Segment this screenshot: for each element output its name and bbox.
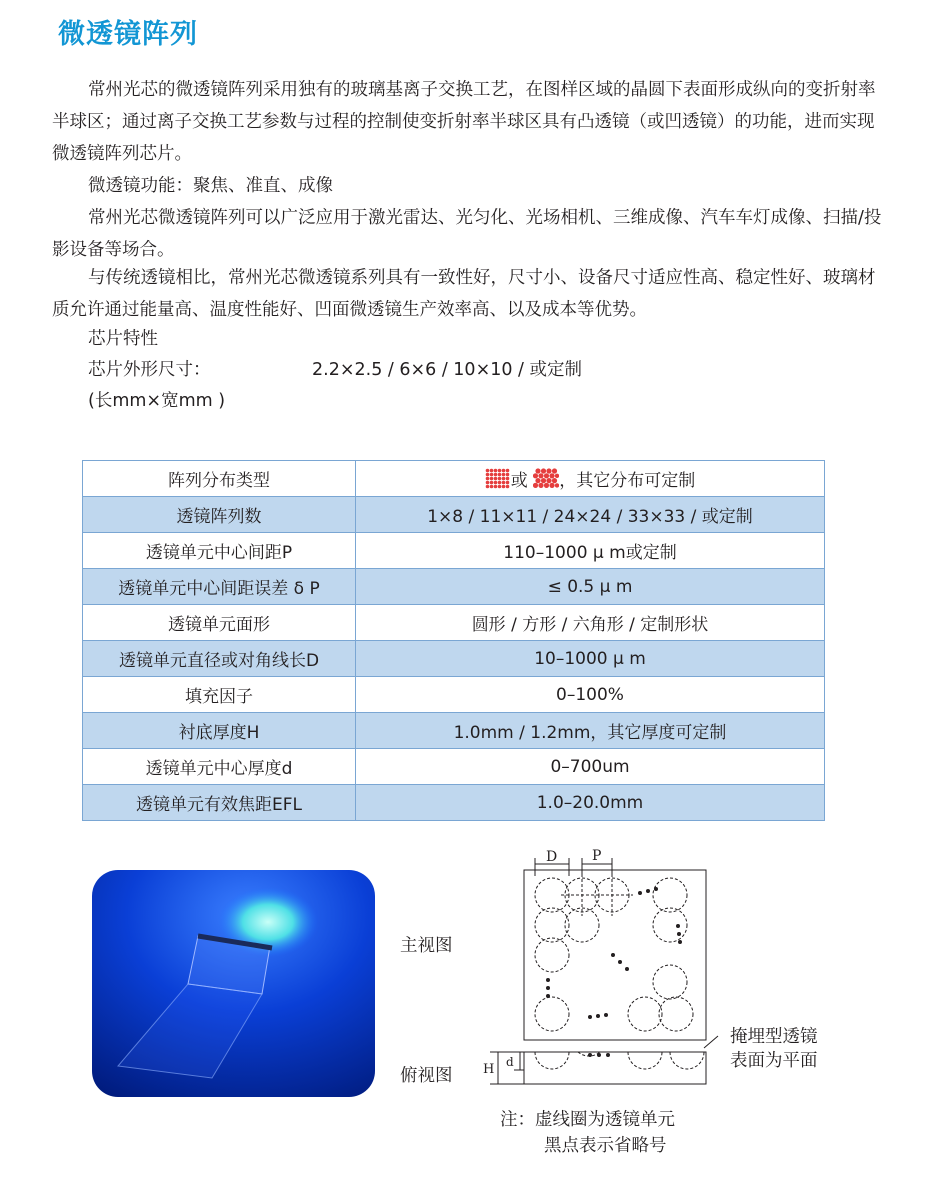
chip-size-value: 2.2×2.5 / 6×6 / 10×10 / 或定制	[312, 360, 583, 380]
dimension-P-label: P	[592, 848, 602, 864]
table-row	[83, 749, 825, 785]
table-row	[83, 641, 825, 677]
row-key: 透镜单元中心间距误差 δ P	[83, 569, 356, 605]
embedded-lens-label-2: 表面为平面	[730, 1051, 818, 1071]
row-value: 110–1000 μ m或定制	[356, 533, 825, 569]
row-value: 0–100%	[356, 677, 825, 713]
table-row	[83, 605, 825, 641]
square-array-icon	[485, 468, 511, 490]
table-row	[83, 497, 825, 533]
function-paragraph: 微透镜功能：聚焦、准直、成像	[88, 176, 333, 196]
dimension-d-label: d	[506, 1055, 514, 1069]
row-key: 填充因子	[83, 677, 356, 713]
note-line-2: 黑点表示省略号	[544, 1136, 667, 1156]
row-key: 衬底厚度H	[83, 713, 356, 749]
row-key: 透镜单元面形	[83, 605, 356, 641]
dimension-H-label: H	[483, 1062, 495, 1077]
embedded-lens-label-1: 掩埋型透镜	[730, 1027, 818, 1047]
lens-array-schematic	[480, 840, 730, 1090]
table-row	[83, 677, 825, 713]
row-value	[356, 461, 825, 497]
chip-unit-note: (长mm×宽mm )	[88, 391, 226, 411]
product-photo	[92, 870, 375, 1097]
table-row	[83, 713, 825, 749]
front-view-label: 主视图	[400, 936, 453, 956]
row-value: 10–1000 μ m	[356, 641, 825, 677]
table-row	[83, 533, 825, 569]
top-view-label: 俯视图	[400, 1066, 453, 1086]
hex-array-icon	[533, 468, 559, 490]
row-key: 透镜单元中心间距P	[83, 533, 356, 569]
or-text: 或	[510, 471, 528, 491]
dimension-D-label: D	[546, 849, 558, 865]
chip-size-label: 芯片外形尺寸：	[88, 360, 211, 380]
advantage-paragraph: 与传统透镜相比，常州光芯微透镜系列具有一致性好，尺寸小、设备尺寸适应性高、稳定性好、玻璃材质允许通过能量高、温度性能好、凹面微透镜生产效率高、以及成本等优势。	[52, 268, 876, 320]
row-key: 透镜单元有效焦距EFL	[83, 785, 356, 821]
page-title: 微透镜阵列	[58, 19, 198, 50]
row-key: 透镜单元中心厚度d	[83, 749, 356, 785]
row-key: 阵列分布类型	[83, 461, 356, 497]
table-row	[83, 569, 825, 605]
row-key: 透镜单元直径或对角线长D	[83, 641, 356, 677]
note-line-1: 注：虚线圈为透镜单元	[500, 1110, 675, 1130]
row-value: 0–700um	[356, 749, 825, 785]
chip-heading: 芯片特性	[88, 329, 158, 349]
application-paragraph: 常州光芯微透镜阵列可以广泛应用于激光雷达、光匀化、光场相机、三维成像、汽车车灯成像、扫描/投影设备等场合。	[52, 208, 882, 260]
table-row	[83, 785, 825, 821]
row-value: 1.0mm / 1.2mm，其它厚度可定制	[356, 713, 825, 749]
row-value: 1×8 / 11×11 / 24×24 / 33×33 / 或定制	[356, 497, 825, 533]
intro-paragraph: 常州光芯的微透镜阵列采用独有的玻璃基离子交换工艺，在图样区域的晶圆下表面形成纵向的变折射率半球区；通过离子交换工艺参数与过程的控制使变折射率半球区具有凸透镜（或凹透镜）的功能，进而实现微透镜阵列芯片。	[52, 80, 876, 164]
distribution-note: ，其它分布可定制	[559, 471, 696, 491]
parameter-table	[82, 460, 825, 821]
row-value: ≤ 0.5 μ m	[356, 569, 825, 605]
row-value: 圆形 / 方形 / 六角形 / 定制形状	[356, 605, 825, 641]
row-value: 1.0–20.0mm	[356, 785, 825, 821]
row-key: 透镜阵列数	[83, 497, 356, 533]
table-row	[83, 461, 825, 497]
